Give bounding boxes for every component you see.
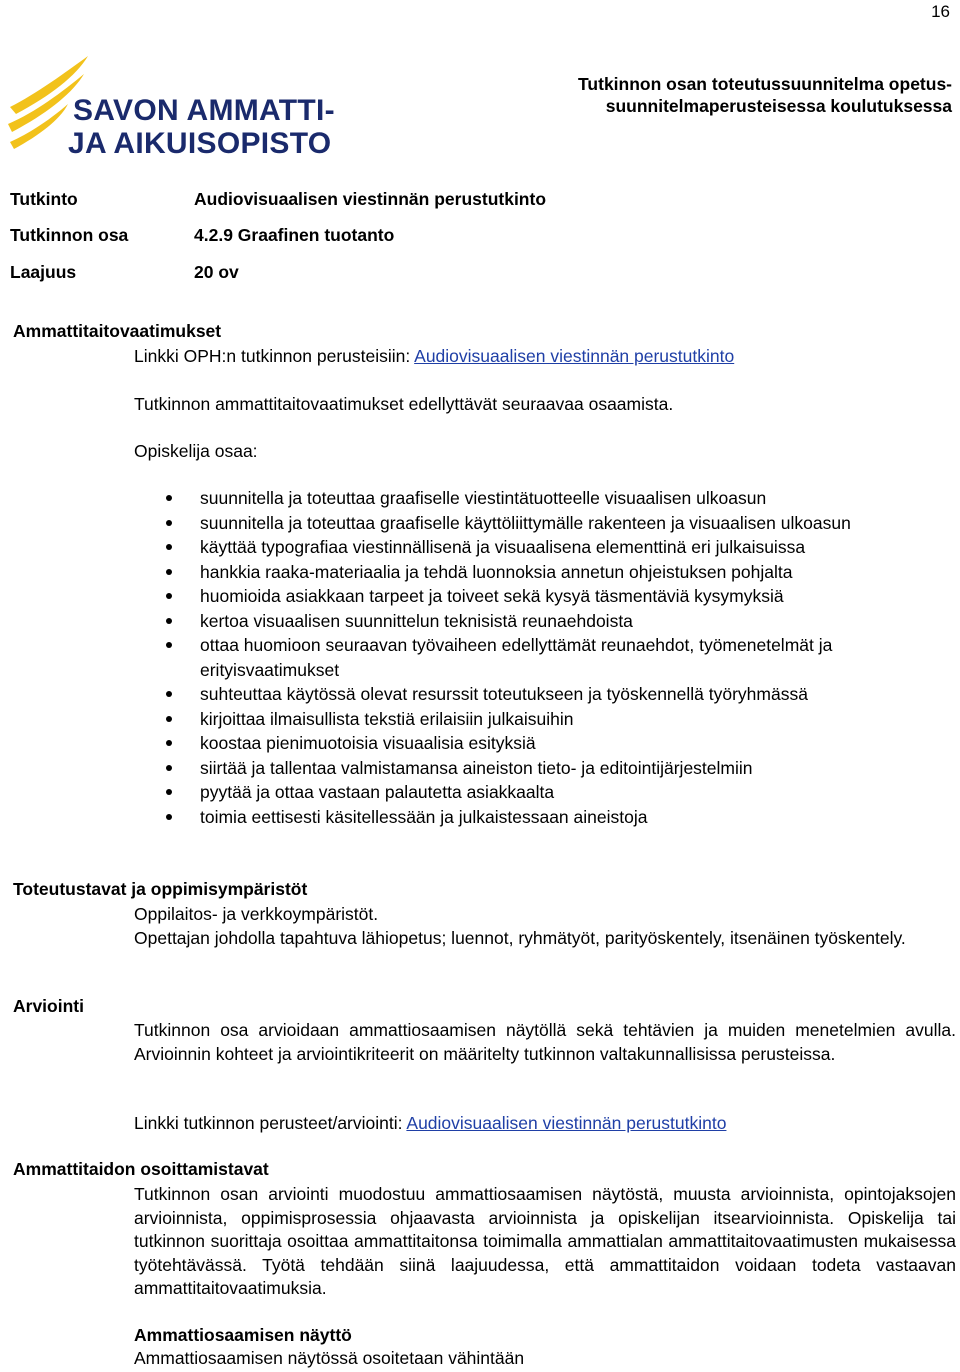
document-title-line2: suunnitelmaperusteisessa koulutuksessa bbox=[605, 96, 952, 116]
demonstration-text: Tutkinnon osan arviointi muodostuu ammattiosaamisen näytöstä, muusta arvioinnista, opintojaksojen arvioinnista, oppimisprosessia ohjaavasta arvioinnista ja opiskelijan itsearvioinnista. Opiskelija tai tutkinnon suorittaja osoittaa ammattitaitonsa toimimalla ammattialan ammattitaitovaatimusten mukaisessa työtehtävässä. Työtä tehdään siinä laajuudessa, että ammattitaidon voidaan todeta vastaavan ammattitaitovaatimuksia. bbox=[134, 1184, 956, 1298]
competence-list bbox=[160, 486, 950, 829]
laajuus-value: 20 ov bbox=[194, 262, 239, 282]
tutkinnon-osa-value: 4.2.9 Graafinen tuotanto bbox=[194, 225, 395, 245]
assessment-title: Arviointi bbox=[13, 996, 84, 1016]
tutkinto-label: Tutkinto bbox=[10, 189, 78, 209]
list-item: hankkia raaka-materiaalia ja tehdä luonnoksia annetun ohjeistuksen pohjalta bbox=[160, 560, 950, 585]
demonstration-subtitle: Ammattiosaamisen näyttö bbox=[134, 1325, 352, 1345]
list-item: pyytää ja ottaa vastaan palautetta asiakkaalta bbox=[160, 780, 950, 805]
page-number: 16 bbox=[931, 2, 950, 21]
laajuus-label: Laajuus bbox=[10, 262, 77, 282]
tutkinto-value: Audiovisuaalisen viestinnän perustutkinto bbox=[194, 189, 547, 209]
assessment-text: Tutkinnon osa arvioidaan ammattiosaamisen näytöllä sekä tehtävien ja muiden menetelmien avulla. Arvioinnin kohteet ja arviointikriteerit on määritelty tutkinnon valtakunnallisissa perusteissa. bbox=[134, 1020, 956, 1064]
competence-intro: Tutkinnon ammattitaitovaatimukset edellyttävät seuraavaa osaamista. bbox=[134, 394, 674, 414]
list-item: ottaa huomioon seuraavan työvaiheen edellyttämät reunaehdot, työmenetelmät ja erityisvaatimukset bbox=[160, 633, 950, 682]
implementation-line2: Opettajan johdolla tapahtuva lähiopetus; luennot, ryhmätyöt, parityöskentely, itsenäinen työskentely. bbox=[134, 928, 906, 948]
document-title-line1: Tutkinnon osan toteutussuunnitelma opetus- bbox=[578, 74, 952, 94]
competence-lead: Opiskelija osaa: bbox=[134, 441, 258, 461]
list-item: toimia eettisesti käsitellessään ja julkaistessaan aineistoja bbox=[160, 805, 950, 830]
demonstration-title: Ammattitaidon osoittamistavat bbox=[13, 1159, 269, 1179]
implementation-line1: Oppilaitos- ja verkkoympäristöt. bbox=[134, 904, 379, 924]
assessment-link[interactable]: Audiovisuaalisen viestinnän perustutkinto bbox=[406, 1113, 727, 1133]
document-title bbox=[578, 73, 952, 117]
logo-text-line1: SAVON AMMATTI- bbox=[73, 94, 335, 127]
curriculum-link[interactable]: Audiovisuaalisen viestinnän perustutkinto bbox=[414, 346, 735, 366]
competence-title: Ammattitaitovaatimukset bbox=[13, 321, 222, 341]
list-item: suunnitella ja toteuttaa graafiselle viestintätuotteelle visuaalisen ulkoasun bbox=[160, 486, 950, 511]
demonstration-subtext: Ammattiosaamisen näytössä osoitetaan vähintään bbox=[134, 1348, 525, 1368]
list-item: suunnitella ja toteuttaa graafiselle käyttöliittymälle rakenteen ja visuaalisen ulkoasun bbox=[160, 511, 950, 536]
competence-link-line bbox=[134, 345, 956, 369]
tutkinnon-osa-label: Tutkinnon osa bbox=[10, 225, 129, 245]
savon-logo bbox=[6, 52, 336, 162]
list-item: kirjoittaa ilmaisullista tekstiä erilaisiin julkaisuihin bbox=[160, 707, 950, 732]
list-item: käyttää typografiaa viestinnällisenä ja visuaalisena elementtinä eri julkaisuissa bbox=[160, 535, 950, 560]
assessment-link-line bbox=[134, 1112, 956, 1136]
assessment-link-prefix: Linkki tutkinnon perusteet/arviointi: bbox=[134, 1113, 407, 1133]
list-item: koostaa pienimuotoisia visuaalisia esityksiä bbox=[160, 731, 950, 756]
competence-link-prefix: Linkki OPH:n tutkinnon perusteisiin: bbox=[134, 346, 415, 366]
list-item: suhteuttaa käytössä olevat resurssit toteutukseen ja työskennellä työryhmässä bbox=[160, 682, 950, 707]
implementation-title: Toteutustavat ja oppimisympäristöt bbox=[13, 879, 308, 899]
list-item: kertoa visuaalisen suunnittelun teknisistä reunaehdoista bbox=[160, 609, 950, 634]
logo-text-line2: JA AIKUISOPISTO bbox=[68, 127, 332, 160]
list-item: huomioida asiakkaan tarpeet ja toiveet sekä kysyä täsmentäviä kysymyksiä bbox=[160, 584, 950, 609]
list-item: siirtää ja tallentaa valmistamansa aineiston tieto- ja editointijärjestelmiin bbox=[160, 756, 950, 781]
